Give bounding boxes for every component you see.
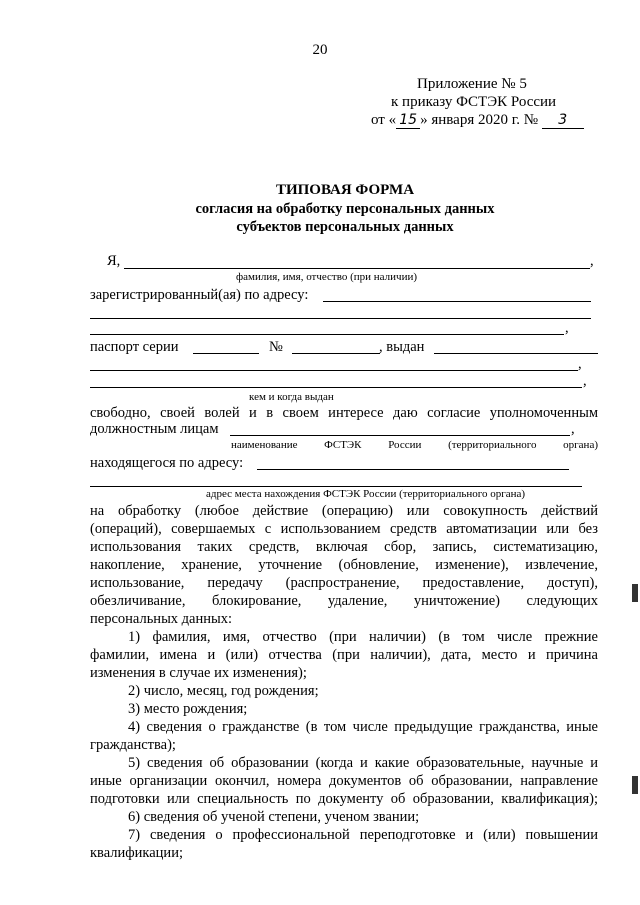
form-title: ТИПОВАЯ ФОРМА <box>275 182 415 198</box>
appendix-order: к приказу ФСТЭК России <box>391 94 557 110</box>
comma: , <box>578 356 582 372</box>
form-subtitle-2: субъектов персональных данных <box>236 219 454 235</box>
handwritten-number: 3 <box>542 112 584 129</box>
address-field-3[interactable] <box>90 334 564 335</box>
list-item: гражданства); <box>90 737 176 753</box>
issued-field-3[interactable] <box>90 387 582 388</box>
issued-hint: кем и когда выдан <box>249 391 334 403</box>
label-registered: зарегистрированный(ая) по адресу: <box>90 287 309 303</box>
list-item: иные организации окончил, номера документов об образовании, направление <box>90 773 598 789</box>
org-address-field-1[interactable] <box>257 469 569 470</box>
fio-hint: фамилия, имя, отчество (при наличии) <box>236 271 418 283</box>
scan-edge-mark <box>632 776 638 794</box>
comma: , <box>571 421 575 437</box>
org-address-field-2[interactable] <box>90 486 582 487</box>
organization-field[interactable] <box>230 435 570 436</box>
list-item: 6) сведения об ученой степени, ученом звании; <box>128 809 420 825</box>
issued-field-1[interactable] <box>434 353 598 354</box>
appendix-date: от « 15 » января 2020 г. № 3 <box>371 112 584 129</box>
appendix-title: Приложение № 5 <box>417 76 527 92</box>
list-item: подготовки или специальность по документу об образовании, квалификация); <box>90 791 598 807</box>
body-line: (операций), совершаемых с использованием средств автоматизации или без <box>90 521 598 537</box>
address-field-1[interactable] <box>323 301 591 302</box>
body-line: использования таких средств, включая сбор, запись, систематизацию, <box>90 539 598 555</box>
list-item: 2) число, месяц, год рождения; <box>128 683 319 699</box>
list-item: квалификации; <box>90 845 183 861</box>
label-officials: должностным лицам <box>90 421 219 437</box>
label-ya: Я, <box>107 253 121 269</box>
list-item: 1) фамилия, имя, отчество (при наличии) (в том числе прежние <box>128 629 598 645</box>
label-passport-number: № <box>269 339 283 355</box>
org-address-hint: адрес места нахождения ФСТЭК России (территориального органа) <box>206 488 526 500</box>
scan-edge-mark <box>632 584 638 602</box>
consent-line: свободно, своей волей и в своем интересе даю согласие уполномоченным <box>90 405 598 421</box>
body-line: персональных данных: <box>90 611 233 627</box>
list-item: изменения в случае их изменения); <box>90 665 307 681</box>
passport-series-field[interactable] <box>193 353 259 354</box>
list-item: 7) сведения о профессиональной переподготовке и (или) повышении <box>128 827 598 843</box>
comma: , <box>590 253 594 269</box>
list-item: 5) сведения об образовании (когда и какие образовательные, научные и <box>128 755 598 771</box>
list-item: 3) место рождения; <box>128 701 248 717</box>
body-line: на обработку (любое действие (операцию) или совокупность действий <box>90 503 598 519</box>
page-number: 20 <box>312 42 328 58</box>
handwritten-day: 15 <box>396 112 420 129</box>
issued-field-2[interactable] <box>90 370 578 371</box>
comma: , <box>583 373 587 389</box>
list-item: фамилии, имена и (или) отчества (при наличии), дата, место и причина <box>90 647 598 663</box>
body-line: накопление, хранение, уточнение (обновление, изменение), извлечение, <box>90 557 598 573</box>
label-located: находящегося по адресу: <box>90 455 244 471</box>
form-subtitle-1: согласия на обработку персональных данных <box>195 201 495 217</box>
body-line: обезличивание, блокирование, удаление, уничтожение) следующих <box>90 593 598 609</box>
address-field-2[interactable] <box>90 318 591 319</box>
label-passport-series: паспорт серии <box>90 339 179 355</box>
comma: , <box>565 320 569 336</box>
passport-number-field[interactable] <box>292 353 380 354</box>
fio-field[interactable] <box>124 268 590 269</box>
organization-hint: наименование ФСТЭК России (территориального органа) <box>231 439 598 451</box>
list-item: 4) сведения о гражданстве (в том числе предыдущие гражданства, иные <box>128 719 598 735</box>
body-line: использование, передачу (распространение, предоставление, доступ), <box>90 575 598 591</box>
label-issued: , выдан <box>379 339 425 355</box>
